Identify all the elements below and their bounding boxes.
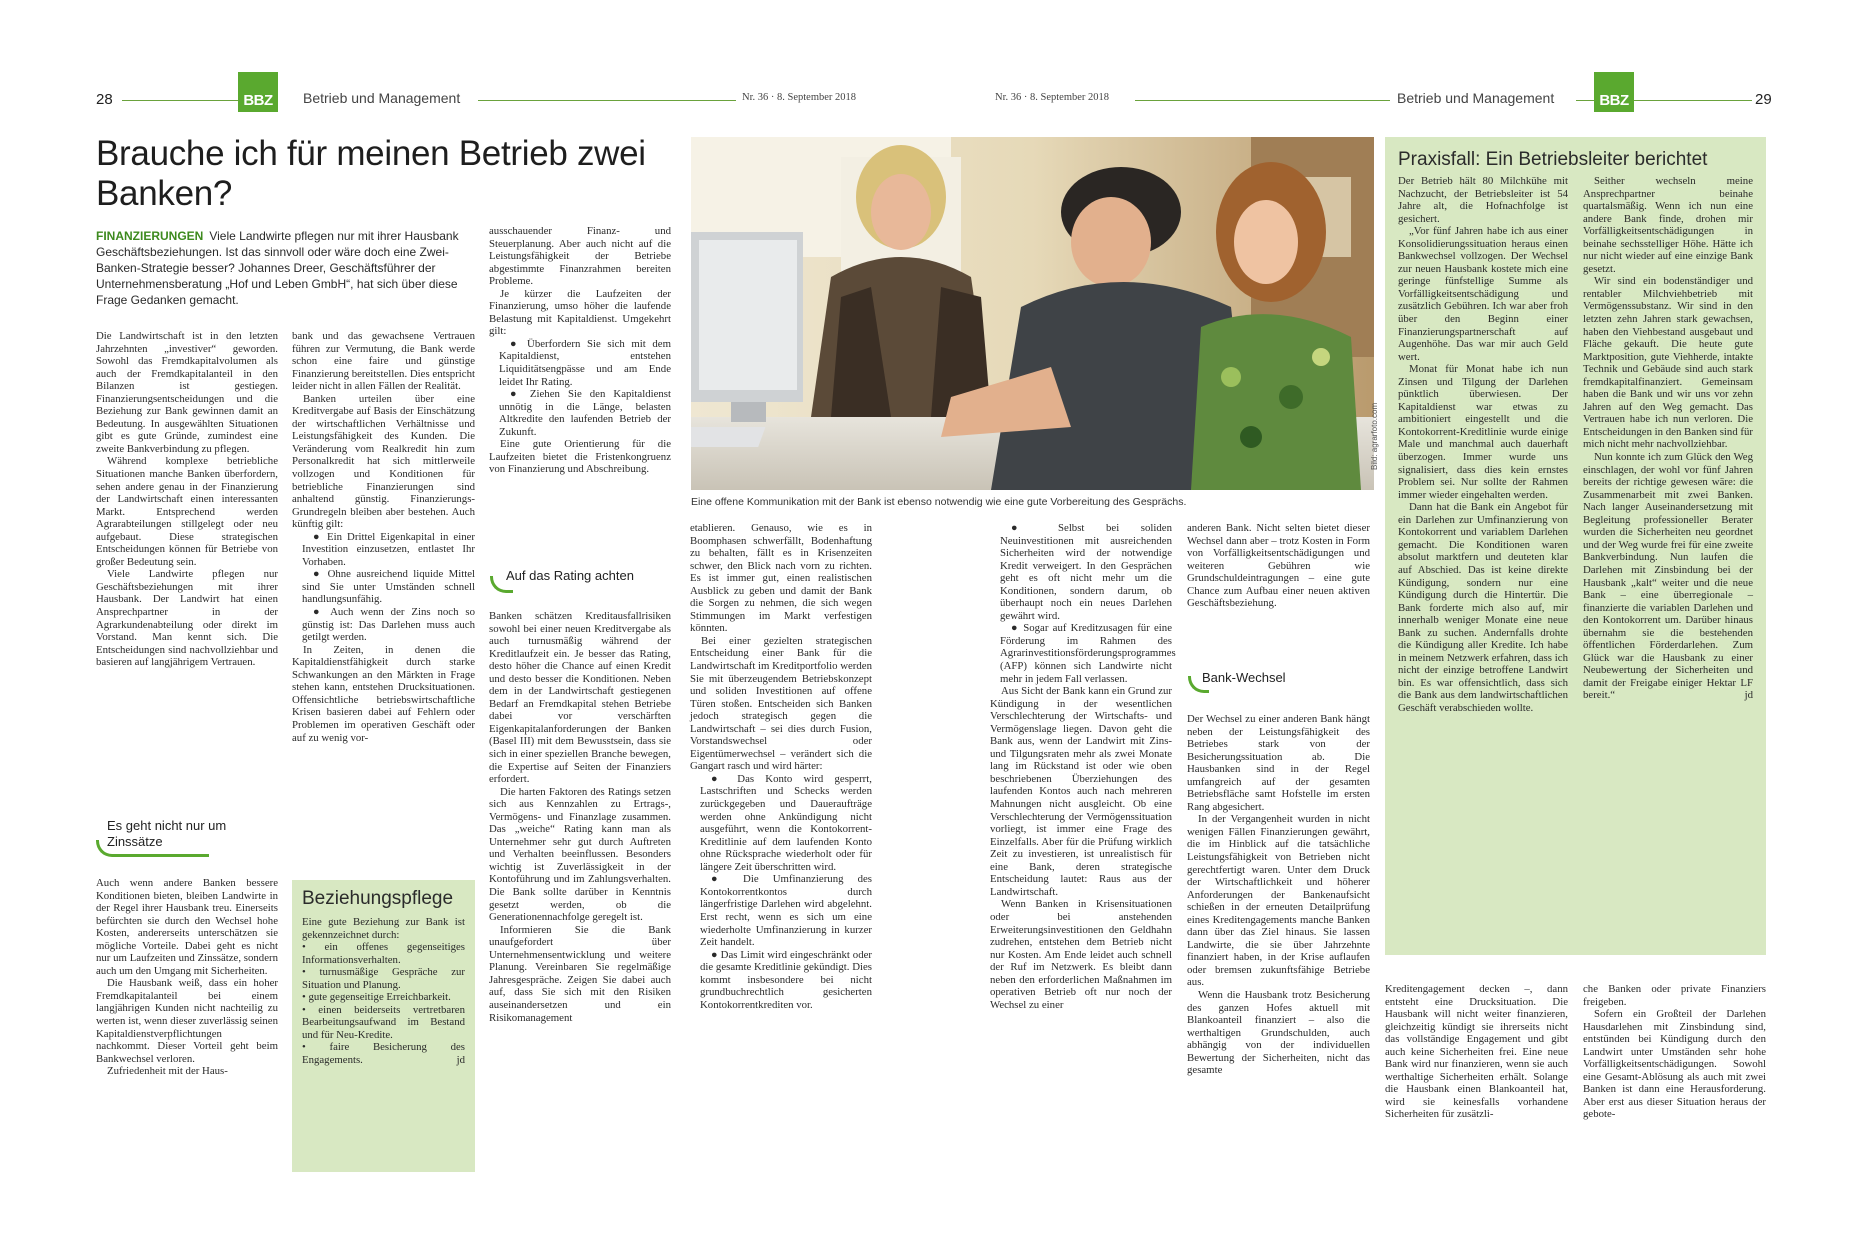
paragraph: Wir sind ein bodenständiger und rentabler Milchviehbetrieb mit Vermögenssubstanz. Wir sind in den letzten zehn Jahren stark gewachsen, haben den Viehbestand ausgebaut und Fläche gekauft. Die heute gute Marktposition, gute Viehherde, intakte Technik und Gebäude sind auch stark fremdkapitalfinanziert. Gemeinsam haben die Bank und wir uns vor zehn Jahren auf den Weg gemacht. Das Vertrauen habe ich nun verloren. Die Entscheidungen in den Banken sind für mich nicht mehr nachvollziehbar. <box>1583 275 1754 451</box>
paragraph: Wenn Banken in Krisensituationen oder bei anstehenden Erweiterungsinvestitionen den Geldhahn zudrehen, entstehen dem Betrieb nicht nur Kosten. Am Ende leidet auch schnell der Ruf im Netzwerk. Es bleibt dann neben den erforderlichen Maßnahmen im operativen Betrieb oft nur noch der Wechsel zu einer <box>990 898 1172 1011</box>
photo-credit: Bild: agrarfoto.com <box>1370 402 1379 470</box>
column-6 <box>1187 522 1370 610</box>
paragraph: anderen Bank. Nicht selten bietet dieser Wechsel dann aber – trotz Kosten in Form von Vorfälligkeitsentschädigungen und weiteren Gebühren wie Grundschuldeintragungen – eine gute Chance zum Aufbau einer neuen aktiven Geschäftsbeziehung. <box>1187 522 1370 610</box>
paragraph: Je kürzer die Laufzeiten der Finanzierung, umso höher die laufende Belastung mit Kapitaldienst. Umgekehrt gilt: <box>489 287 671 338</box>
bullet-item: ● Ein Drittel Eigenkapital in einer Investition einzusetzen, entlastet Ihr Vorhaben. <box>302 530 475 568</box>
box-title: Beziehungspflege <box>302 888 454 909</box>
info-box-beziehungspflege <box>292 880 475 1172</box>
section-title-left: Betrieb und Management <box>303 90 461 106</box>
column-7 <box>1385 983 1568 1121</box>
paragraph: etablieren. Genauso, wie es in Boomphasen schwerfällt, Bodenhaftung zu behalten, fällt es in Krisenzeiten schwer, den Blick nach vorn zu richten. Es ist immer gut, einen realistischen Ausblick zu geben und damit der Bank die Sorgen zu nehmen, die sich wegen Stimmungen im Markt verfestigen könnten. <box>690 522 872 635</box>
paragraph: ausschauender Finanz- und Steuerplanung. Aber auch nicht auf die Leistungsfähigkeit der Betriebe abgestimmte Finanzrahmen bereiten Probleme. <box>489 225 671 288</box>
box-intro: Eine gute Beziehung zur Bank ist gekennzeichnet durch: <box>302 916 465 941</box>
bbz-logo-right: BBZ <box>1594 72 1634 112</box>
page-number-left: 28 <box>96 91 113 108</box>
column-2 <box>292 330 475 744</box>
article-photo <box>691 137 1374 490</box>
paragraph: „Vor fünf Jahren habe ich aus einer Konsolidierungssituation heraus einen Bankwechsel vollzogen. Der Wechsel zur neuen Hausbank kostete mich eine geringe fünfstellige Summe als Vorfälligkeitsentschädigung und zusätzlich Gebühren. Ich war aber froh über den Beginn einer Finanzierungspartnerschaft auf Augenhöhe. Das war mir auch Geld wert. <box>1398 225 1568 363</box>
paragraph: Die Landwirtschaft ist in den letzten Jahrzehnten „investiver“ geworden. Sowohl das Fremdkapitalvolumen als auch der Fremdkapitalanteil in den Bilanzen ist gestiegen. Finanzierungsentscheidungen und die Beziehung zur Bank gewinnen damit an Bedeutung. In ausgewählten Situationen gibt es gute Gründe, zumindest eine zweite Bankverbindung zu pflegen. <box>96 330 278 455</box>
bullet-item: ● Das Konto wird gesperrt, Lastschriften und Schecks werden zurückgegeben und Daueraufträge werden ohne Ankündigung nicht ausgeführt, wenn die Kontokorrent-Kreditlinie auf dem laufenden Konto ohne Rücksprache wiederholt oder für längere Zeit überschritten wird. <box>700 772 872 873</box>
paragraph: Auch wenn andere Banken bessere Konditionen bieten, bleiben Landwirte in der Regel ihrer Hausbank treu. Einerseits befürchten sie durch den Wechsel hohe Kosten, andererseits unterschätzen sie mögliche Vorteile. Dabei geht es nicht nur um Laufzeiten und Zinssätze, sondern auch um den Umgang mit Sicherheiten. <box>96 877 278 977</box>
column-4 <box>690 522 872 1011</box>
subhead-swoosh-icon <box>1188 676 1209 693</box>
subhead-swoosh-icon <box>96 840 209 857</box>
column-5 <box>990 522 1176 1011</box>
paragraph: Zufriedenheit mit der Haus- <box>107 1065 228 1078</box>
info-box-praxisfall <box>1385 137 1766 955</box>
paragraph: Bei einer gezielten strategischen Entscheidung einer Bank für die Landwirtschaft im Kreditportfolio werden Sie mit überzeugendem Betriebskonzept und soliden Investitionen auf offene Türen stoßen. Entscheiden sich Banken jedoch strategisch gegen die Landwirtschaft – sei dies durch Fusion, Vorstandswechsel oder Eigentümerwechsel – verändert sich die Gangart rasch und wird härter: <box>690 634 872 773</box>
paragraph: Banken schätzen Kreditausfallrisiken sowohl bei einer neuen Kreditvergabe als auch turnusmäßig während der Kreditlaufzeit ein. Je besser das Rating, desto höher die Chance auf einen Kredit und desto besser die Konditionen. Neben dem in der Landwirtschaft gestiegenen Bedarf an Fremdkapital stehen Betriebe dabei vor verschärften Eigenkapitalanforderungen der Banken (Basel III) mit dem Bewusstsein, dass sie sich in einer speziellen Branche bewegen, die Expertise auf Seiten der Finanziers erfordert. <box>489 610 671 786</box>
box-item: • gute gegenseitige Erreichbarkeit. <box>302 991 451 1004</box>
paragraph: Eine gute Orientierung für die Laufzeiten bietet die Fristenkongruenz von Finanzierung und Abschreibung. <box>489 438 671 476</box>
box-item: • faire Besicherung des Engagements. jd <box>302 1041 465 1067</box>
column-3c <box>489 610 671 1024</box>
bbz-logo-left: BBZ <box>238 72 278 112</box>
subhead-rating: Auf das Rating achten <box>506 568 634 583</box>
article-title: Brauche ich für meinen Betrieb zwei Banken? <box>96 134 646 213</box>
box-signature: jd <box>1744 689 1753 702</box>
subhead-bank-wechsel: Bank-Wechsel <box>1202 670 1286 685</box>
lead-text: Viele Landwirte pflegen nur mit ihrer Hausbank Geschäftsbeziehungen. Ist das sinnvoll oder wäre doch eine Zwei-Banken-Strategie besser? Johannes Dreer, Geschäftsführer der Unternehmensberatung „Hof und Leben GmbH“, hat sich über diese Frage Gedanken gemacht. <box>96 229 459 307</box>
paragraph: Wenn die Hausbank trotz Besicherung des ganzen Hofes aktuell mit Blankoanteil finanziert – also die werthaltigen Grundschulden, auch abhängig von der individuellen Bewertung der Sicherheiten, nicht das gesamte <box>1187 989 1370 1077</box>
bullet-item: ● Ziehen Sie den Kapitaldienst unnötig in die Länge, belasten Altkredite den laufenden Betrieb der Zukunft. <box>499 388 671 438</box>
paragraph: In der Vergangenheit wurden in nicht wenigen Fällen Finanzierungen gewährt, die im Hinblick auf die tatsächliche Leistungsfähigkeit von Betrieben nicht gerechtfertigt waren. Unter dem Druck der Wirtschaftlichkeit und höherer Anforderungen der Bankenaufsicht schießen in der erneuten Detailprüfung eines Kreditengagements manche Banken dann über das Ziel hinaus. Sie lassen Landwirte, die sie über Jahrzehnte finanziert haben, in der Krise auflaufen oder bremsen zukunftsfähige Betriebe aus. <box>1187 813 1370 989</box>
column-1b <box>96 877 278 1078</box>
section-title-right: Betrieb und Management <box>1397 90 1555 106</box>
paragraph: Der Betrieb hält 80 Milchkühe mit Nachzucht, der Betriebsleiter ist 54 Jahre alt, die Hofnachfolge ist gesichert. <box>1398 175 1568 225</box>
header-rule-left-b <box>478 100 736 101</box>
bullet-item: ● Das Limit wird eingeschränkt oder die gesamte Kreditlinie gekündigt. Dies kommt insbesondere bei nicht grundbuchrechtlich gesicherten Kontokorrentkrediten vor. <box>700 948 872 1011</box>
box-item: • ein offenes gegenseitiges Informationsverhalten. <box>302 941 465 966</box>
column-6b <box>1187 713 1370 1077</box>
header-rule-right-b <box>1576 100 1594 101</box>
subhead-zinssaetze: Es geht nicht nur um Zinssätze <box>107 818 227 849</box>
subhead-swoosh-icon <box>490 576 513 593</box>
bullet-item: ● Selbst bei soliden Neuinvestitionen mit ausreichenden Sicherheiten wird der notwendige Kredit verweigert. In den Gesprächen geht es oft nicht mehr um die Konditionen, sondern darum, ob überhaupt noch ein neues Darlehen gewährt wird. <box>1000 522 1172 622</box>
box-signature: jd <box>456 1054 465 1067</box>
paragraph: Informieren Sie die Bank unaufgefordert über Unternehmensentwicklung und weitere Planung. Vereinbaren Sie regelmäßige Jahresgespräche. Zeigen Sie dabei auch auf, dass Sie sich mit den Risiken auseinandersetzen und ein Risikomanagement <box>489 923 671 1024</box>
paragraph: Sofern ein Großteil der Darlehen Hausdarlehen mit Zinsbindung sind, entstünden bei Kündigung durch den Landwirt unter Umständen sehr hohe Vorfälligkeitsentschädigungen. Sowohl eine Gesamt-Ablösung als auch mit zwei Banken ist dann eine Herausforderung. Aber erst aus dieser Situation heraus der gebote- <box>1583 1008 1766 1121</box>
issue-date-left: Nr. 36 · 8. September 2018 <box>742 92 857 103</box>
paragraph: Kreditengagement decken –, dann entsteht eine Drucksituation. Die Hausbank will nicht weiter finanzieren, gleichzeitig kündigt sie ihrerseits nicht das vollständige Engagement und gibt auch keine Sicherheiten frei. Eine neue Bank wird nur finanzieren, wenn sie auch werthaltige Sicherheiten erhält. Solange die Hausbank einen Blankoanteil hat, wird sie keinesfalls vorhandene Sicherheiten für zusätzli- <box>1385 983 1568 1121</box>
issue-date-right: Nr. 36 · 8. September 2018 <box>995 92 1110 103</box>
bullet-item: ● Sogar auf Kreditzusagen für eine Förderung im Rahmen des Agrarinvestitionsförderungsprogrammes (AFP) können sich Landwirte nicht mehr in jedem Fall verlassen. <box>1000 622 1176 685</box>
box-item: • einen beiderseits vertretbaren Bearbeitungsaufwand im Bestand und für Neu-Kredite. <box>302 1003 465 1041</box>
header-rule-right-c <box>1634 100 1752 101</box>
paragraph: Monat für Monat habe ich nun Zinsen und Tilgung der Darlehen pünktlich überwiesen. Der Kapitaldienst war etwas zu ambitioniert eingestellt und die Kontokorrent-Kreditlinie wurde einige Male und manchmal auch dauerhaft überzogen. Immer wurde uns signalisiert, dass dies kein ernstes Problem sei. Nur sollte der Rahmen immer wieder eingehalten werden. <box>1398 363 1568 501</box>
page-number-right: 29 <box>1755 91 1772 108</box>
box-title: Praxisfall: Ein Betriebsleiter berichtet <box>1398 149 1708 170</box>
paragraph: Die harten Faktoren des Ratings setzen sich aus Kennzahlen zu Ertrags-, Vermögens- und Finanzlage zusammen. Das „weiche“ Rating kann man als Unternehmer sehr gut durch Auftreten und Verhalten beeinflussen. Besonders wichtig ist Zuverlässigkeit in der Kontoführung und im Zahlungsverhalten. Die Bank sollte darüber in Kenntnis gesetzt werden, ob die Generationennachfolge geregelt ist. <box>489 785 671 924</box>
paragraph: Banken urteilen über eine Kreditvergabe auf Basis der Einschätzung der wirtschaftlichen Verhältnisse und Leistungsfähigkeit des Kunden. Die Veränderung vom Realkredit hin zum Personalkredit hat sich mittlerweile vollzogen und Konditionen für betriebliche Finanzierungen sind anhaltend günstig. Finanzierungs-Grundregeln bleiben aber bestehen. Auch künftig gilt: <box>292 392 475 531</box>
paragraph: Aus Sicht der Bank kann ein Grund zur Kündigung in der wesentlichen Verschlechterung der Wirtschafts- und Vermögenslage liegen. Davon geht die Bank aus, wenn der Landwirt mit Zins- und Tilgungsraten mehr als zwei Monate lang im Rückstand ist oder wie oben beschriebenen Überziehungen des laufenden Kontos auch nach mehreren Mahnungen nicht ausgleicht. Ob eine Verschlechterung der Vermögenssituation vorliegt, ist immer eine Frage des Einzelfalls. Aber für die Prüfung wirklich Zeit zu investieren, ist unrealistisch für eine Bank, deren strategische Entscheidung lautet: Raus aus der Landwirtschaft. <box>990 685 1172 898</box>
bullet-item: ● Überfordern Sie sich mit dem Kapitaldienst, entstehen Liquiditätsengpässe und am Ende leidet Ihr Rating. <box>499 337 671 388</box>
paragraph: In Zeiten, in denen die Kapitaldienstfähigkeit durch starke Schwankungen an den Märkten in Frage stehen kann, entstehen Drucksituationen. Offensichtliche betriebswirtschaftliche Krisen basieren dabei auf Fehlern oder Problemen im operativen Geschäft oder auf zu wenig vor- <box>292 643 475 744</box>
bullet-item: ● Auch wenn der Zins noch so günstig ist: Das Darlehen muss auch getilgt werden. <box>302 606 475 644</box>
column-1 <box>96 330 278 669</box>
paragraph: che Banken oder private Finanziers freigeben. <box>1583 983 1766 1008</box>
box-item: • turnusmäßige Gespräche zur Situation und Planung. <box>302 966 465 991</box>
header-rule-right-a <box>1135 100 1390 101</box>
paragraph: Die Hausbank weiß, dass ein hoher Fremdkapitalanteil bei einem langjährigen Kunden nicht nachteilig zu werten ist, wenn dieser zuverlässig seinen Kapitaldienstverpflichtungen nachkommt. Dieser Vorteil geht beim Bankwechsel verloren. <box>96 977 278 1065</box>
praxis-column-1 <box>1398 175 1568 715</box>
header-rule-left-a <box>122 100 238 101</box>
column-3 <box>489 225 671 476</box>
paragraph: Nun konnte ich zum Glück den Weg einschlagen, der wohl vor fünf Jahren bereits der richtige gewesen wäre: die Zusammenarbeit mit zwei Banken. Nach langer Auseinandersetzung mit Begleitung professioneller Berater wurden die Sicherheiten neu geordnet und der Weg wurde frei für eine zweite Bankverbindung. Nun laufen die Darlehen mit Zinsbindung bei der Hausbank „kalt“ weiter und die neue Bank – eine überregionale – finanzierte die variablen Darlehen und den Kontokorrent um. Darüber hinaus übernahm sie die bestehenden öffentlichen Förderdarlehen. Zum Glück war die Hausbank zu einer Neubewertung der Sicherheiten und damit der Freigabe einiger Hektar LF bereit.“ jd <box>1583 451 1753 702</box>
paragraph: Während komplexe betriebliche Situationen manche Banken überfordern, sehen andere genau in der Finanzierung der Landwirtschaft einen interessanten Markt. Entsprechend werden Agrarabteilungen stillgelegt oder neu aufgebaut. Diese strategischen Entscheidungen können für Betriebe von großer Bedeutung sein. <box>96 455 278 568</box>
article-lead <box>96 228 474 308</box>
paragraph: Viele Landwirte pflegen nur Geschäftsbeziehungen mit ihrer Hausbank. Der Landwirt hat einen Ansprechpartner in der Agrarkundenabteilung oder direkt im Vorstand. Man kennt sich. Die Entscheidungen sind nachvollziehbar und basieren auf langjährigem Vertrauen. <box>96 568 278 669</box>
bullet-item: ● Die Umfinanzierung des Kontokorrentkontos durch längerfristige Darlehen wird abgelehnt. Erst recht, wenn es sich um eine wiederholte Umfinanzierung in kurzer Zeit handelt. <box>700 873 872 949</box>
box-body <box>302 916 465 1067</box>
paragraph: Der Wechsel zu einer anderen Bank hängt neben der Leistungsfähigkeit des Betriebes stark von der Besicherungssituation ab. Die Hausbanken sind in der Regel umfangreich auf der gesamten Betriebsfläche samt Hofstelle im ersten Rang abgesichert. <box>1187 713 1370 813</box>
photo-caption: Eine offene Kommunikation mit der Bank ist ebenso notwendig wie eine gute Vorbereitung des Gesprächs. <box>691 496 1187 508</box>
paragraph: Seither wechseln meine Ansprechpartner beinahe quartalsmäßig. Wenn ich nun eine andere Bank finde, drohen mir Vorfälligkeitsentschädigungen in beinahe sechsstelliger Höhe. Hätte ich nur nicht wieder auf eine einzige Bank gesetzt. <box>1583 175 1753 275</box>
paragraph: bank und das gewachsene Vertrauen führen zur Vermutung, die Bank werde schon eine faire und günstige Finanzierung bereitstellen. Dies entspricht leider nicht in allen Fällen der Realität. <box>292 330 475 393</box>
paragraph: Dann hat die Bank ein Angebot für ein Darlehen zur Umfinanzierung von Kontokorrent und variablem Darlehen gemacht. Die Konditionen waren absolut marktfern und deuteten klar auf Abschied. Das ist keine direkte Kündigung, sondern nur eine Kündigung durch die Hintertür. Die Bank forderte mich also auf, mir innerhalb weniger Monate eine neue Bank zu suchen. Andernfalls drohte die Kündigung aller Kredite. Ich habe in meinem Netzwerk erfahren, dass ich nicht der einzige betroffene Landwirt bin. Es war offensichtlich, dass sich die Bank aus dem landwirtschaftlichen Geschäft verabschieden wollte. <box>1398 501 1568 714</box>
praxis-column-2 <box>1583 175 1753 715</box>
kicker: FINANZIERUNGEN <box>96 229 204 243</box>
column-8 <box>1583 983 1766 1121</box>
bullet-item: ● Ohne ausreichend liquide Mittel sind Sie unter Umständen schnell handlungsunfähig. <box>302 568 475 606</box>
